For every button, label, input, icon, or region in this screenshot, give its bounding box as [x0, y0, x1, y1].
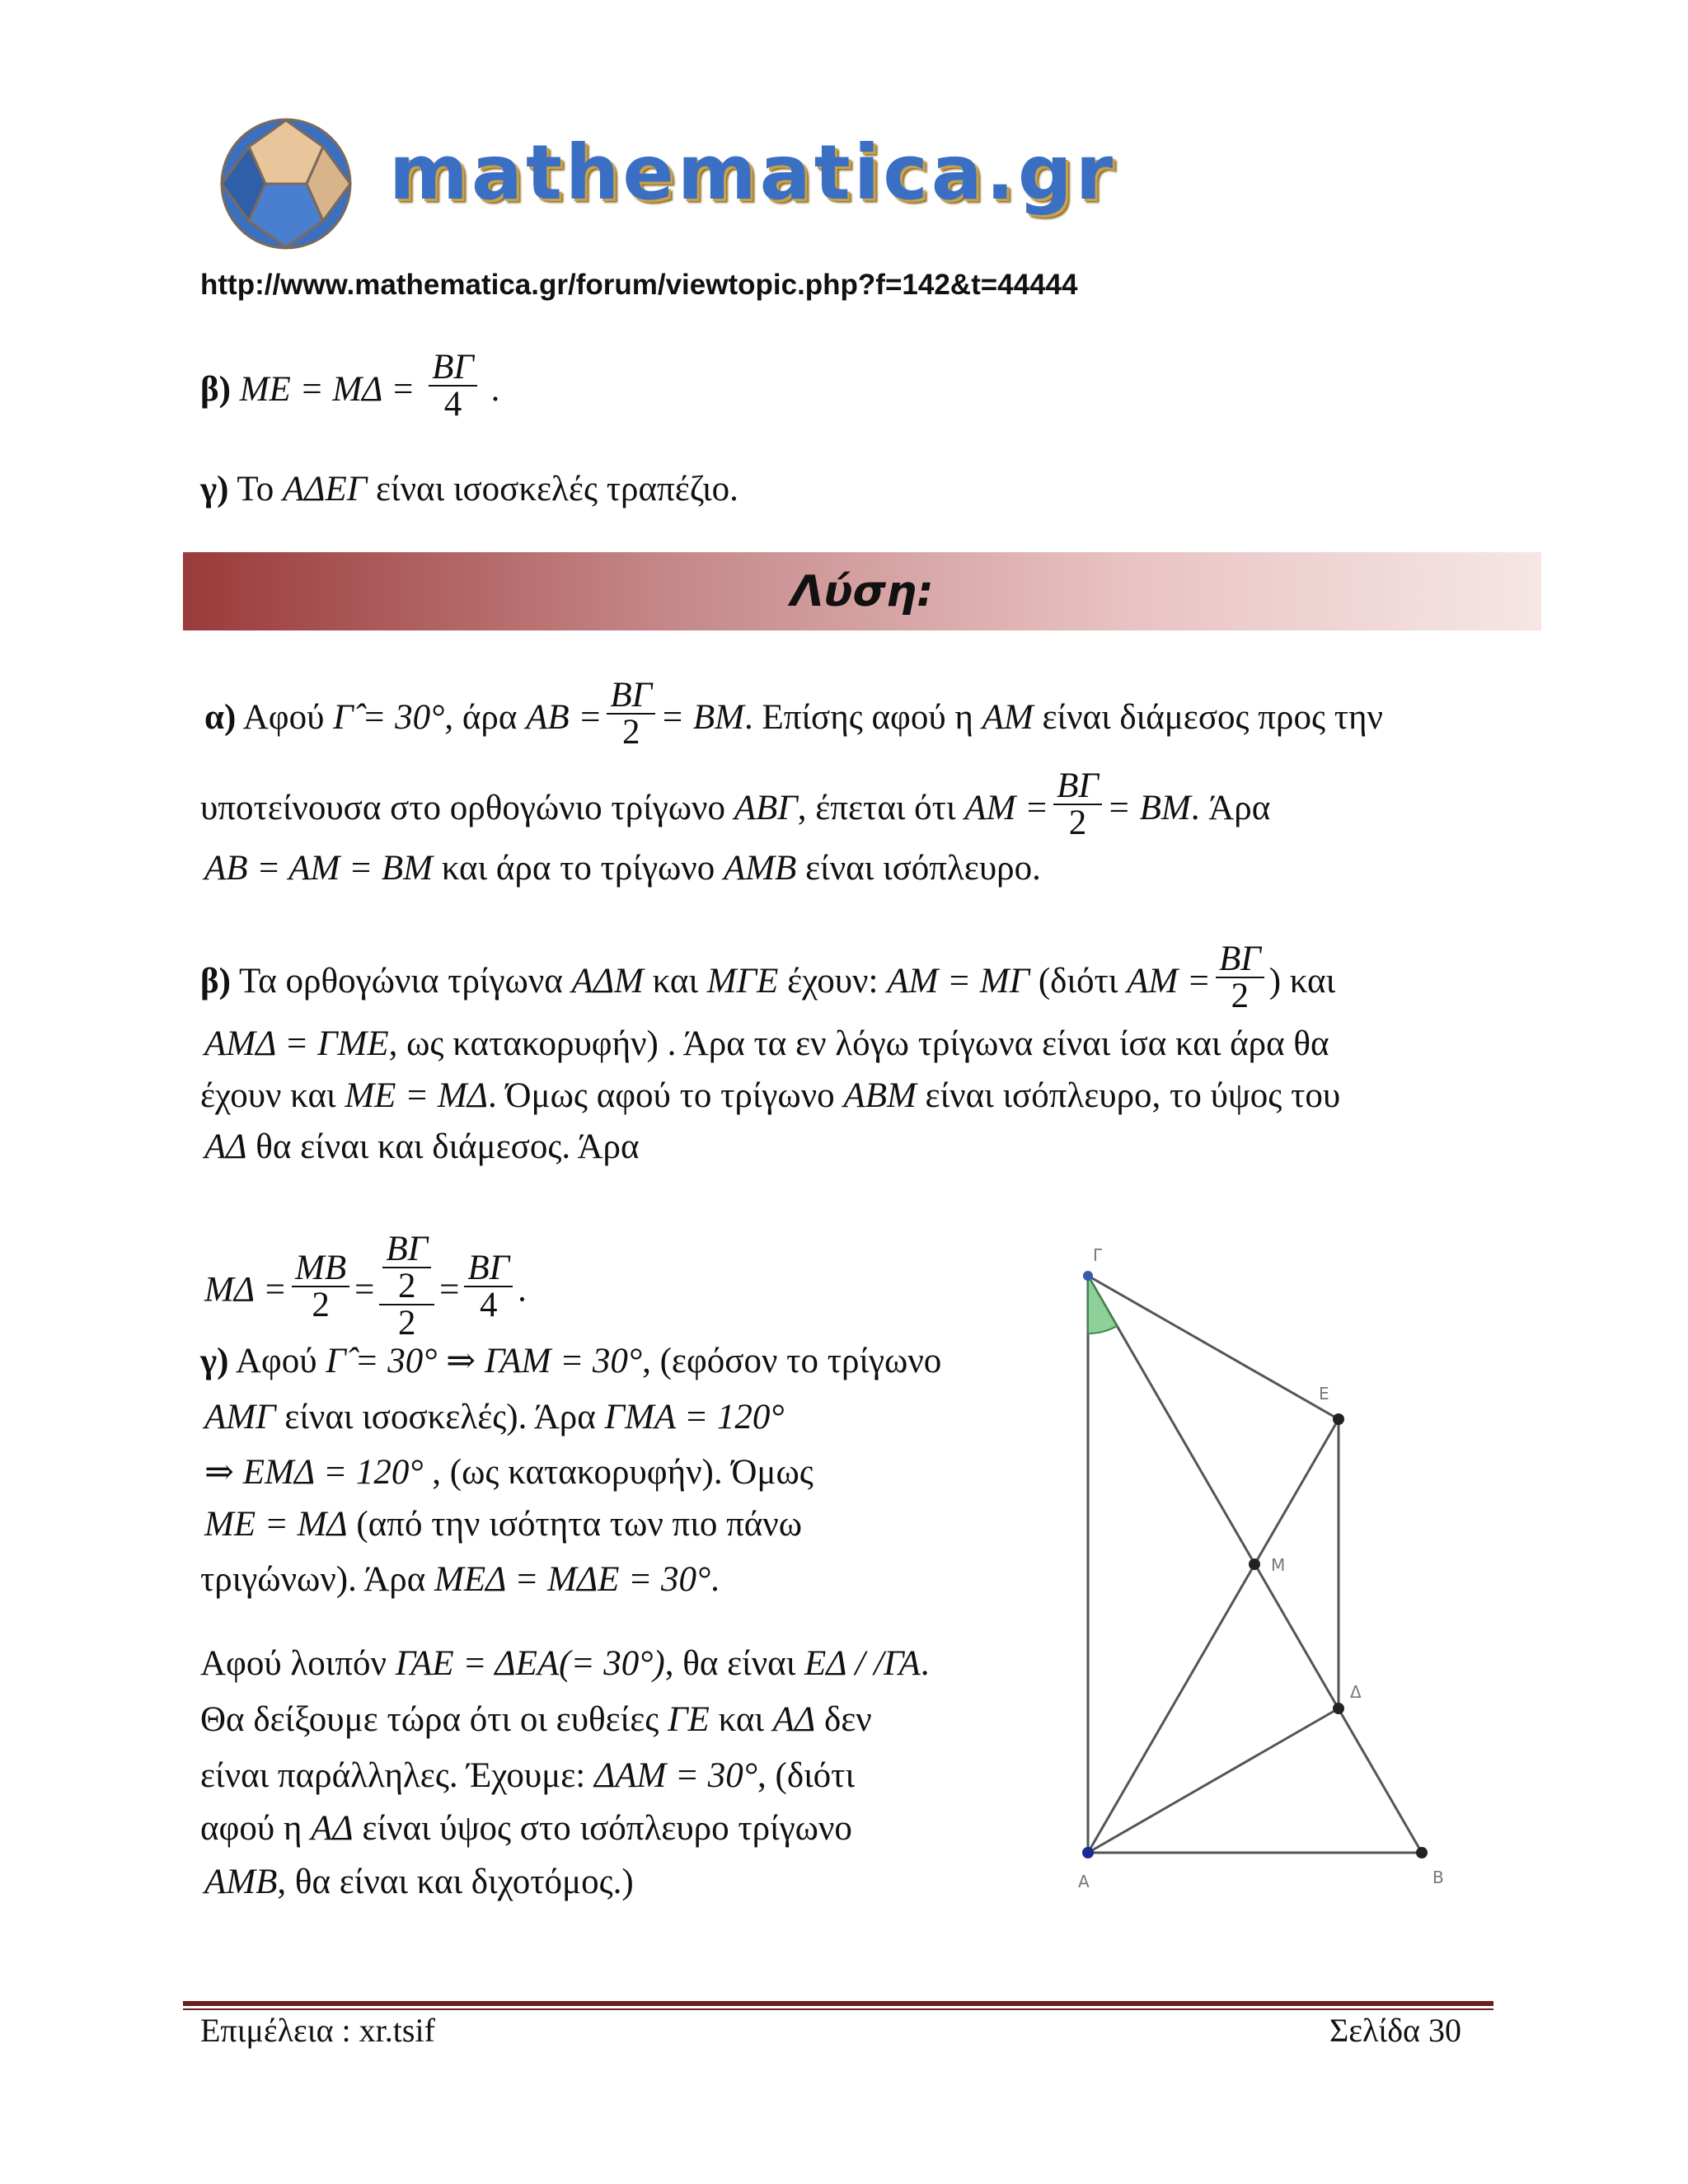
point-A: [1082, 1847, 1094, 1858]
solution-g-line1: [200, 1343, 941, 1379]
text: .: [710, 1560, 720, 1599]
text: (διότι: [1038, 961, 1118, 1001]
text: Αφού λοιπόν: [200, 1644, 387, 1683]
numerator: ΒΓ: [382, 1231, 431, 1268]
text: , (διότι: [757, 1756, 856, 1795]
label: β): [200, 961, 231, 1001]
math: Γ̂ = 30°: [333, 697, 445, 737]
math: ΓΜΑ = 120°: [604, 1398, 785, 1436]
text: , (ως κατακορυφήν). Όμως: [432, 1453, 814, 1492]
text: είναι παράλληλες. Έχουμε:: [200, 1756, 586, 1795]
point-D: [1333, 1703, 1344, 1714]
nested-fraction: [379, 1231, 434, 1341]
solution-a-line3: [204, 851, 1041, 886]
denominator: 2: [1068, 804, 1087, 842]
math: ⇒ ΕΜΔ = 120°: [204, 1453, 424, 1492]
source-url[interactable]: http://www.mathematica.gr/forum/viewtopic.php?f=142&t=44444: [200, 269, 1078, 301]
math: ME = MΔ: [204, 1505, 348, 1544]
math: ΑΔΜ: [571, 961, 644, 1001]
solution-g-line3: [204, 1455, 814, 1490]
solution-p-line3: [200, 1758, 855, 1793]
math: ΑΜΓ: [204, 1398, 276, 1436]
denominator: 4: [443, 385, 462, 424]
numerator: ΒΓ: [1216, 941, 1264, 978]
text: , ως κατακορυφήν) . Άρα τα εν λόγω τρίγωνα είναι ίσα και άρα θα: [388, 1024, 1329, 1063]
label-B: Β: [1432, 1868, 1444, 1887]
math: ΓΕ: [668, 1700, 710, 1739]
solution-g-line4: [204, 1507, 802, 1542]
problem-g: [200, 471, 738, 507]
solution-p-line4: [200, 1811, 852, 1846]
label-D: Δ: [1350, 1682, 1362, 1702]
label: β): [200, 369, 231, 409]
text: Τα ορθογώνια τρίγωνα: [238, 961, 563, 1001]
text: Αφού: [242, 697, 325, 737]
geometry-figure: [1047, 1236, 1475, 1920]
segment-GE: [1088, 1276, 1339, 1419]
label-E: Ε: [1319, 1384, 1329, 1404]
solution-b-line2: [204, 1026, 1329, 1062]
text: έχουν και: [200, 1076, 336, 1115]
math: Γ̂ = 30° ⇒ ΓΑΜ = 30°: [326, 1342, 643, 1380]
segment-EA: [1088, 1419, 1339, 1853]
label: γ): [200, 470, 229, 509]
denominator: 2: [398, 1267, 416, 1305]
text: . Άρα: [1190, 788, 1271, 827]
text: είναι ύψος στο ισόπλευρο τρίγωνο: [362, 1809, 852, 1848]
label: γ): [200, 1342, 229, 1380]
math: ΔΑΜ = 30°: [593, 1756, 758, 1795]
math: ME = MΔ: [345, 1076, 488, 1115]
math: AMB: [204, 1863, 278, 1901]
solution-a-line2: [200, 766, 1271, 847]
footer-rule-thin: [183, 2008, 1493, 2010]
math: ΑΔ: [772, 1700, 816, 1739]
solution-g-line5: [200, 1562, 720, 1597]
math: ΜΕΔ = ΜΔΕ = 30°: [434, 1560, 711, 1599]
text: .: [920, 1644, 930, 1683]
text: , (εφόσον το τρίγωνο: [642, 1342, 942, 1380]
text: είναι διάμεσος προς την: [1042, 697, 1383, 737]
math: ME = MΔ =: [239, 369, 415, 409]
math: ΜΓΕ: [706, 961, 779, 1001]
math: ΕΔ / /ΓΑ: [804, 1644, 921, 1683]
label-G: Γ: [1093, 1245, 1103, 1265]
text: έχουν:: [787, 961, 879, 1001]
text: είναι ισοσκελές τραπέζιο.: [375, 470, 738, 509]
math: AM =: [964, 788, 1049, 827]
math: AM =: [1127, 961, 1211, 1001]
label-A: Α: [1078, 1872, 1090, 1891]
fraction: [607, 677, 655, 750]
numerator: ΒΓ: [1053, 768, 1102, 805]
fraction: [464, 1250, 513, 1323]
text: . Όμως αφού το τρίγωνο: [488, 1076, 835, 1115]
math: AB =: [526, 697, 603, 737]
text: δεν: [823, 1700, 872, 1739]
text: .: [518, 1270, 527, 1310]
math: ΑΒΓ: [734, 788, 798, 827]
text: είναι ισόπλευρο, το ύψος του: [925, 1076, 1341, 1115]
point-E: [1333, 1413, 1344, 1425]
text: =: [354, 1270, 375, 1310]
math: AM: [982, 697, 1034, 737]
solution-b-line1: [200, 940, 1336, 1020]
text: αφού η: [200, 1809, 302, 1848]
text: και: [652, 961, 699, 1001]
numerator: ΒΓ: [429, 349, 477, 387]
footer-author: Επιμέλεια : xr.tsif: [200, 2012, 435, 2049]
text: (από την ισότητα των πιο πάνω: [356, 1505, 803, 1544]
numerator: MB: [292, 1250, 349, 1287]
math: ΑΔ: [311, 1809, 354, 1848]
text: είναι ισοσκελές). Άρα: [284, 1398, 596, 1436]
fraction: [429, 349, 477, 422]
text: =: [439, 1270, 460, 1310]
denominator: 2: [312, 1285, 330, 1324]
text: και: [718, 1700, 764, 1739]
math: AΔ: [204, 1127, 247, 1166]
segment-AD: [1088, 1708, 1339, 1853]
text: , άρα: [444, 697, 518, 737]
solution-p-line5: [204, 1864, 634, 1900]
text: , θα είναι: [664, 1644, 796, 1683]
solution-a-line1: [204, 676, 1383, 757]
solution-p-line2: [200, 1702, 872, 1737]
math: AB = AM = BM: [204, 849, 433, 888]
text: Αφού: [235, 1342, 317, 1380]
math: = BM: [660, 697, 744, 737]
math: ΓΑΕ = ΔΕΑ(= 30°): [395, 1644, 665, 1683]
solution-b-line5: [204, 1230, 527, 1347]
denominator: 2: [622, 713, 640, 752]
denominator: 4: [480, 1285, 498, 1324]
math: ΑΜΔ = ΓΜΕ: [204, 1024, 389, 1063]
solution-banner: [183, 552, 1541, 630]
label-M: Μ: [1271, 1555, 1286, 1575]
text: ) και: [1268, 961, 1336, 1001]
numerator: ΒΓ: [607, 677, 655, 715]
numerator: [379, 1231, 434, 1305]
fraction: [292, 1250, 349, 1323]
logo-wordmark: mathematica.gr: [389, 129, 1117, 217]
point-B: [1416, 1847, 1428, 1858]
math: AMB: [723, 849, 797, 888]
numerator: ΒΓ: [464, 1250, 513, 1287]
fraction: [1216, 941, 1264, 1014]
solution-b-line4: [204, 1129, 640, 1165]
text: Θα δείξουμε τώρα ότι οι ευθείες: [200, 1700, 659, 1739]
text: .: [490, 369, 500, 409]
solution-g-line2: [204, 1399, 785, 1435]
inner-fraction: [382, 1231, 431, 1304]
text: είναι ισόπλευρο.: [805, 849, 1041, 888]
banner-title: Λύση:: [790, 567, 934, 616]
text: υποτείνουσα στο ορθογώνιο τρίγωνο: [200, 788, 725, 827]
denominator: 2: [398, 1304, 416, 1343]
math: ΑΔΕΓ: [282, 470, 368, 509]
footer-page-number: Σελίδα 30: [1329, 2012, 1461, 2049]
problem-b: [200, 348, 500, 429]
text: θα είναι και διάμεσος. Άρα: [256, 1127, 640, 1166]
point-G: [1083, 1271, 1093, 1281]
math: ABM: [843, 1076, 917, 1115]
math: MΔ =: [204, 1270, 288, 1310]
site-logo: [216, 114, 1117, 254]
denominator: 2: [1231, 977, 1250, 1015]
math: = BM: [1106, 788, 1191, 827]
polyhedron-icon: [216, 114, 356, 254]
fraction: [1053, 768, 1102, 841]
solution-p-line1: [200, 1646, 930, 1681]
math: AM = ΜΓ: [887, 961, 1030, 1001]
text: Το: [237, 470, 274, 509]
footer-rule: [183, 2001, 1493, 2006]
point-M: [1249, 1558, 1260, 1570]
label: α): [204, 697, 237, 737]
text: , έπεται ότι: [797, 788, 956, 827]
text: και άρα το τρίγωνο: [441, 849, 715, 888]
solution-b-line3: [200, 1078, 1340, 1113]
text: . Επίσης αφού η: [744, 697, 973, 737]
text: τριγώνων). Άρα: [200, 1560, 426, 1599]
text: , θα είναι και διχοτόμος.): [277, 1863, 634, 1901]
